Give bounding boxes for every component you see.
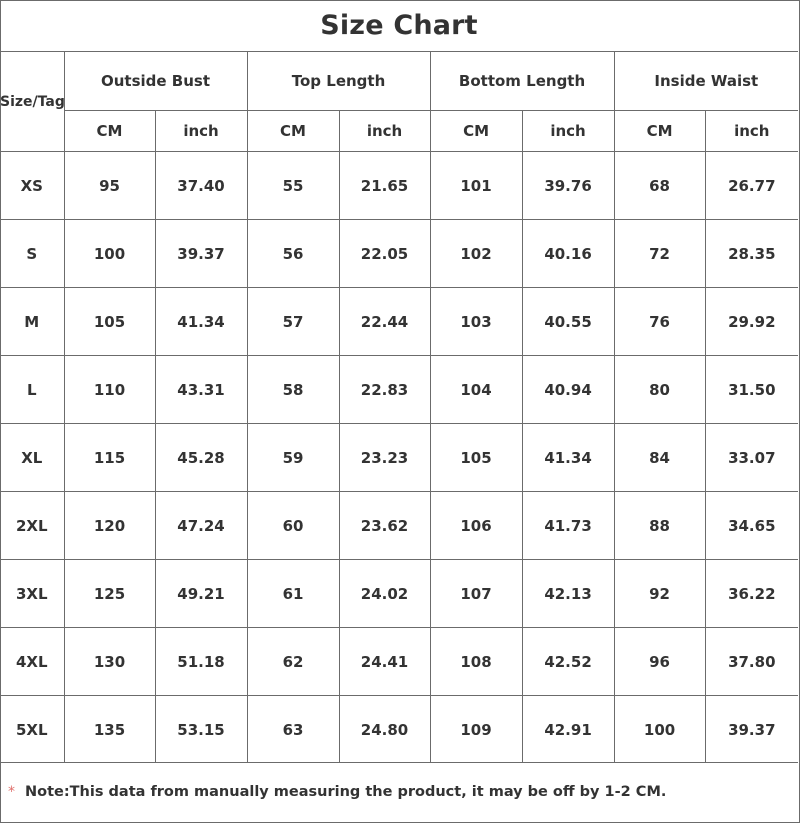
value-cell: 84 <box>614 424 705 492</box>
value-cell: 115 <box>64 424 155 492</box>
unit-header: CM <box>614 111 705 152</box>
value-cell: 104 <box>430 356 522 424</box>
table-row <box>0 628 798 696</box>
value-cell: 96 <box>614 628 705 696</box>
group-header-row <box>0 52 798 111</box>
value-cell: 76 <box>614 288 705 356</box>
value-cell: 59 <box>247 424 339 492</box>
value-cell: 39.37 <box>155 220 247 288</box>
value-cell: 135 <box>64 696 155 764</box>
value-cell: 47.24 <box>155 492 247 560</box>
value-cell: 51.18 <box>155 628 247 696</box>
value-cell: 41.34 <box>522 424 614 492</box>
value-cell: 23.23 <box>339 424 430 492</box>
size-cell: M <box>0 288 64 356</box>
size-cell: L <box>0 356 64 424</box>
value-cell: 29.92 <box>705 288 798 356</box>
value-cell: 39.76 <box>522 152 614 220</box>
table-row <box>0 696 798 764</box>
unit-header: CM <box>430 111 522 152</box>
value-cell: 125 <box>64 560 155 628</box>
value-cell: 103 <box>430 288 522 356</box>
size-cell: S <box>0 220 64 288</box>
size-table-container <box>0 51 798 763</box>
value-cell: 49.21 <box>155 560 247 628</box>
size-cell: 3XL <box>0 560 64 628</box>
value-cell: 37.40 <box>155 152 247 220</box>
value-cell: 42.52 <box>522 628 614 696</box>
size-cell: 5XL <box>0 696 64 764</box>
value-cell: 62 <box>247 628 339 696</box>
value-cell: 108 <box>430 628 522 696</box>
measurement-note <box>0 763 798 821</box>
value-cell: 26.77 <box>705 152 798 220</box>
value-cell: 24.41 <box>339 628 430 696</box>
table-row <box>0 356 798 424</box>
value-cell: 53.15 <box>155 696 247 764</box>
value-cell: 40.16 <box>522 220 614 288</box>
size-tag-header: Size/Tag <box>0 52 64 152</box>
value-cell: 33.07 <box>705 424 798 492</box>
unit-header: inch <box>155 111 247 152</box>
value-cell: 101 <box>430 152 522 220</box>
value-cell: 40.55 <box>522 288 614 356</box>
value-cell: 24.80 <box>339 696 430 764</box>
group-header-top-length: Top Length <box>247 52 430 111</box>
note-asterisk: * <box>8 784 15 800</box>
value-cell: 43.31 <box>155 356 247 424</box>
size-cell: 4XL <box>0 628 64 696</box>
value-cell: 63 <box>247 696 339 764</box>
table-row <box>0 492 798 560</box>
value-cell: 105 <box>430 424 522 492</box>
unit-header: inch <box>339 111 430 152</box>
table-row <box>0 288 798 356</box>
value-cell: 80 <box>614 356 705 424</box>
value-cell: 40.94 <box>522 356 614 424</box>
value-cell: 36.22 <box>705 560 798 628</box>
unit-header: CM <box>247 111 339 152</box>
unit-header: inch <box>522 111 614 152</box>
size-table <box>0 52 798 763</box>
value-cell: 106 <box>430 492 522 560</box>
value-cell: 21.65 <box>339 152 430 220</box>
unit-header: inch <box>705 111 798 152</box>
value-cell: 22.44 <box>339 288 430 356</box>
value-cell: 92 <box>614 560 705 628</box>
group-header-bottom-length: Bottom Length <box>430 52 614 111</box>
value-cell: 37.80 <box>705 628 798 696</box>
value-cell: 105 <box>64 288 155 356</box>
value-cell: 110 <box>64 356 155 424</box>
table-row <box>0 424 798 492</box>
value-cell: 22.05 <box>339 220 430 288</box>
value-cell: 68 <box>614 152 705 220</box>
value-cell: 107 <box>430 560 522 628</box>
size-cell: 2XL <box>0 492 64 560</box>
size-table-body <box>0 152 798 764</box>
value-cell: 88 <box>614 492 705 560</box>
value-cell: 55 <box>247 152 339 220</box>
value-cell: 130 <box>64 628 155 696</box>
value-cell: 31.50 <box>705 356 798 424</box>
table-row <box>0 220 798 288</box>
value-cell: 57 <box>247 288 339 356</box>
value-cell: 61 <box>247 560 339 628</box>
value-cell: 34.65 <box>705 492 798 560</box>
value-cell: 22.83 <box>339 356 430 424</box>
value-cell: 100 <box>64 220 155 288</box>
value-cell: 45.28 <box>155 424 247 492</box>
value-cell: 100 <box>614 696 705 764</box>
value-cell: 120 <box>64 492 155 560</box>
value-cell: 28.35 <box>705 220 798 288</box>
table-row <box>0 560 798 628</box>
value-cell: 102 <box>430 220 522 288</box>
group-header-outside-bust: Outside Bust <box>64 52 247 111</box>
value-cell: 23.62 <box>339 492 430 560</box>
value-cell: 42.91 <box>522 696 614 764</box>
size-cell: XS <box>0 152 64 220</box>
value-cell: 72 <box>614 220 705 288</box>
group-header-inside-waist: Inside Waist <box>614 52 798 111</box>
table-row <box>0 152 798 220</box>
value-cell: 24.02 <box>339 560 430 628</box>
value-cell: 60 <box>247 492 339 560</box>
note-text: Note:This data from manually measuring the product, it may be off by 1-2 CM. <box>25 784 667 800</box>
value-cell: 41.34 <box>155 288 247 356</box>
value-cell: 109 <box>430 696 522 764</box>
size-cell: XL <box>0 424 64 492</box>
unit-header-row <box>0 111 798 152</box>
value-cell: 56 <box>247 220 339 288</box>
value-cell: 95 <box>64 152 155 220</box>
value-cell: 58 <box>247 356 339 424</box>
value-cell: 41.73 <box>522 492 614 560</box>
unit-header: CM <box>64 111 155 152</box>
value-cell: 39.37 <box>705 696 798 764</box>
chart-title: Size Chart <box>320 10 478 41</box>
value-cell: 42.13 <box>522 560 614 628</box>
